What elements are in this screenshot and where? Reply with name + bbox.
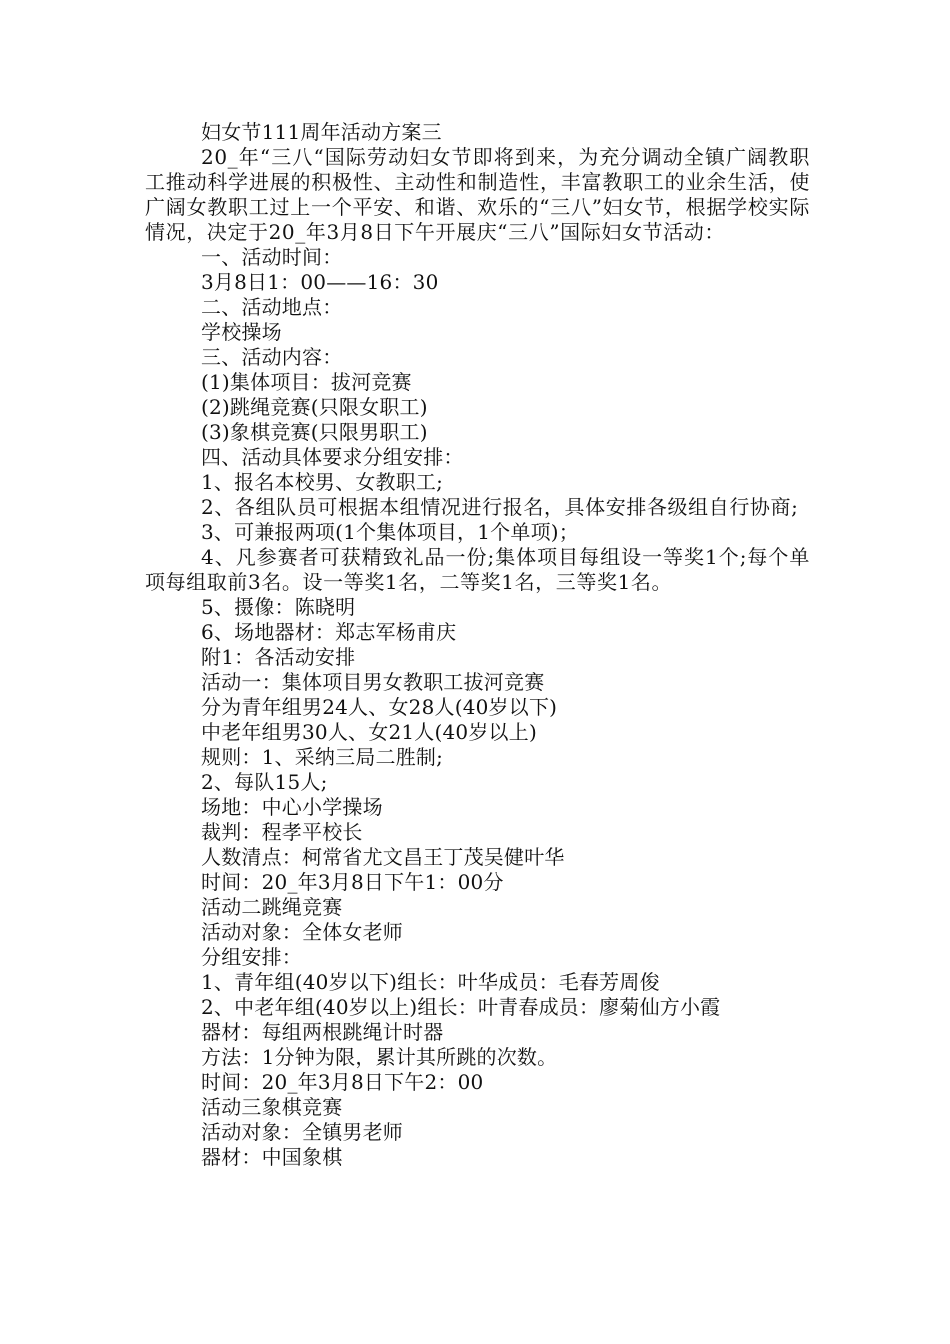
activity-three-line: 器材：中国象棋 — [201, 1145, 343, 1169]
requirement-item: 6、场地器材：郑志军杨甫庆 — [201, 620, 457, 644]
requirement-item: 3、可兼报两项(1个集体项目，1个单项)； — [201, 520, 579, 544]
requirement-item: 4、凡参赛者可获精致礼品一份;集体项目每组设一等奖1个;每个单项每组取前3名。设一等奖1名，二等奖1名，三等奖1名。 — [145, 545, 810, 594]
activity-two-line: 分组安排： — [201, 945, 302, 969]
activity-three-line: 活动对象：全镇男老师 — [201, 1120, 403, 1144]
section-time-heading: 一、活动时间： — [201, 245, 343, 269]
appendix-heading: 附1：各活动安排 — [201, 645, 356, 669]
activity-two-line: 2、中老年组(40岁以上)组长：叶青春成员：廖菊仙方小霞 — [201, 995, 721, 1019]
activity-one-line: 规则：1、采纳三局二胜制; — [201, 745, 444, 769]
activity-one-line: 时间：20_年3月8日下午1：00分 — [201, 870, 504, 894]
activity-two-line: 活动对象：全体女老师 — [201, 920, 403, 944]
activity-two-line: 方法：1分钟为限，累计其所跳的次数。 — [201, 1045, 558, 1069]
intro-paragraph: 20_年“三八“国际劳动妇女节即将到来，为充分调动全镇广阔教职工推动科学进展的积极性、主动性和制造性，丰富教职工的业余生活，使广阔女教职工过上一个平安、和谐、欢乐的“三八”妇女节，根据学校实际情况，决定于20_年3月8日下午开展庆“三八”国际妇女节活动： — [145, 145, 810, 244]
requirement-item: 1、报名本校男、女教职工; — [201, 470, 444, 494]
section-place-heading: 二、活动地点： — [201, 295, 343, 319]
content-item: (3)象棋竞赛(只限男职工) — [201, 420, 428, 444]
document-title: 妇女节111周年活动方案三 — [201, 120, 442, 144]
activity-three-title: 活动三象棋竞赛 — [201, 1095, 343, 1119]
activity-one-line: 人数清点：柯常省尤文昌王丁茂吴健叶华 — [201, 845, 565, 869]
document-page — [145, 120, 810, 1170]
activity-two-title: 活动二跳绳竞赛 — [201, 895, 343, 919]
requirement-item: 5、摄像：陈晓明 — [201, 595, 356, 619]
activity-time: 3月8日1：00——16：30 — [201, 270, 439, 294]
activity-one-line: 2、每队15人; — [201, 770, 328, 794]
activity-two-line: 1、青年组(40岁以下)组长：叶华成员：毛春芳周俊 — [201, 970, 660, 994]
content-item: (1)集体项目：拔河竞赛 — [201, 370, 412, 394]
section-requirements-heading: 四、活动具体要求分组安排： — [201, 445, 464, 469]
activity-one-title: 活动一：集体项目男女教职工拔河竞赛 — [201, 670, 545, 694]
activity-two-line: 器材：每组两根跳绳计时器 — [201, 1020, 444, 1044]
activity-one-line: 场地：中心小学操场 — [201, 795, 383, 819]
activity-one-line: 分为青年组男24人、女28人(40岁以下) — [201, 695, 558, 719]
section-content-heading: 三、活动内容： — [201, 345, 343, 369]
requirement-item: 2、各组队员可根据本组情况进行报名，具体安排各级组自行协商; — [201, 495, 799, 519]
activity-place: 学校操场 — [201, 320, 282, 344]
activity-two-line: 时间：20_年3月8日下午2：00 — [201, 1070, 484, 1094]
content-item: (2)跳绳竞赛(只限女职工) — [201, 395, 428, 419]
activity-one-line: 中老年组男30人、女21人(40岁以上) — [201, 720, 537, 744]
activity-one-line: 裁判：程孝平校长 — [201, 820, 363, 844]
